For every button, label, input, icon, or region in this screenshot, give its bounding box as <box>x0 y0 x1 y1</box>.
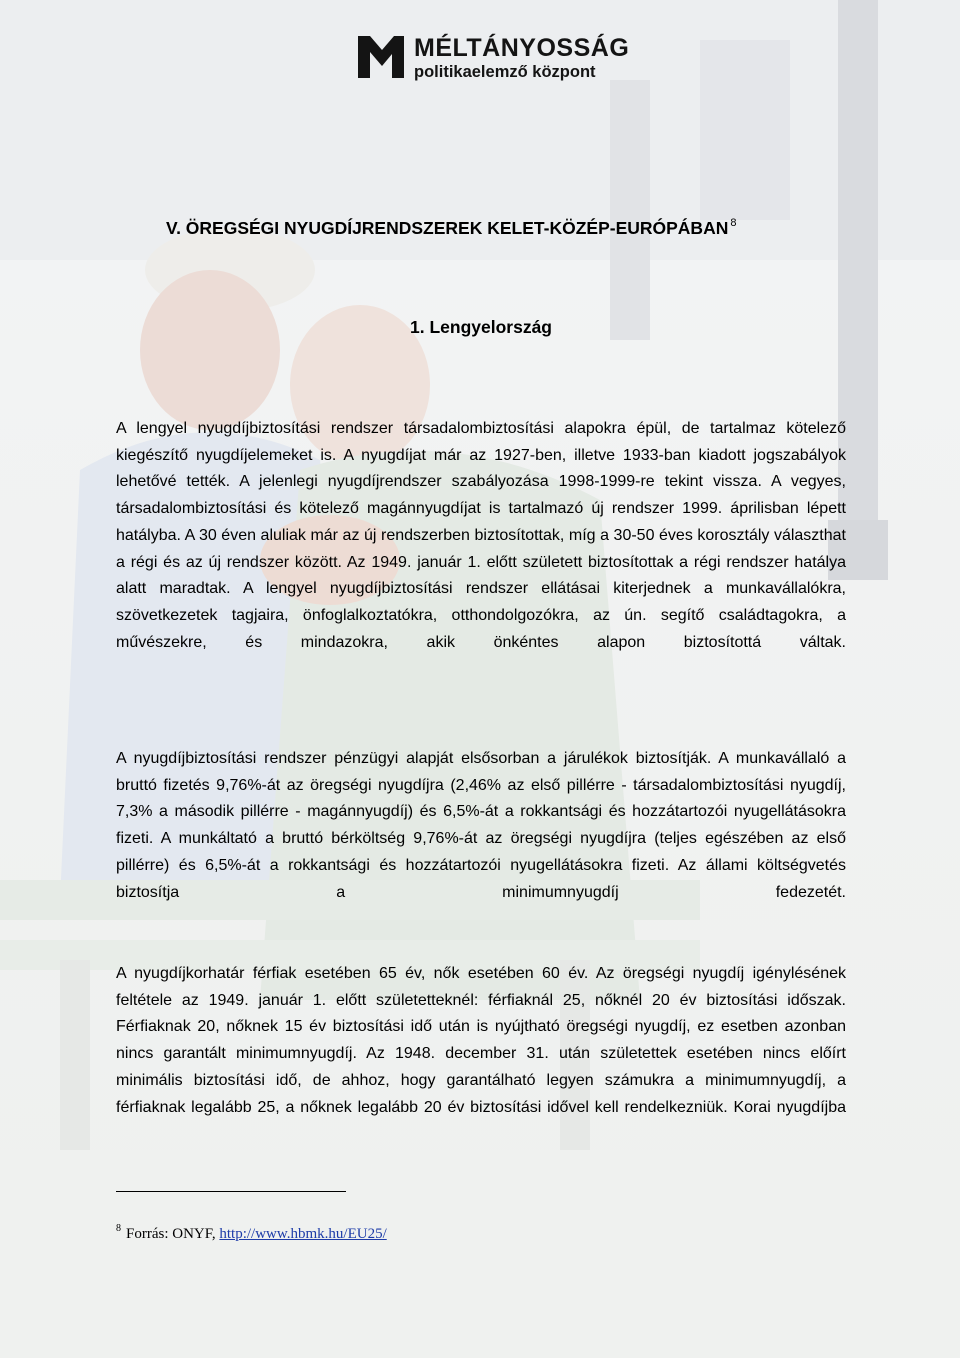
logo-title: MÉLTÁNYOSSÁG <box>414 34 630 62</box>
section-title: 1. Lengyelország <box>410 317 552 337</box>
logo-mark-icon <box>356 32 406 82</box>
page-title <box>166 217 736 239</box>
page-title-text: V. ÖREGSÉGI NYUGDÍJRENDSZEREK KELET-KÖZÉP-EURÓPÁBAN <box>166 218 729 238</box>
paragraph-2: A nyugdíjbiztosítási rendszer pénzügyi alapját elsősorban a járulékok biztosítják. A munkavállaló a bruttó fizetés 9,76%-át az öregségi nyugdíjra (2,46% az első pillérre - társadalombiztosítási nyugdíj, 7,3% a második pillérre - magánnyugdíj) és 6,5%-át a rokkantsági és hozzátartozói nyugellátásokra fizeti. A munkáltató a bruttó bérköltség 9,76%-át az öregségi nyugdíjra (teljes egészében az első pillérre) és 6,5%-át a rokkantsági és hozzátartozói nyugellátásokra fizeti. Az állami költségvetés biztosítja a minimumnyugdíj fedezetét. <box>116 750 846 901</box>
footnote-text: Forrás: ONYF, <box>126 1226 220 1242</box>
paragraph-1: A lengyel nyugdíjbiztosítási rendszer társadalombiztosítási alapokra épül, de tartalmaz kötelező kiegészítő nyugdíjelemeket is. A nyugdíjat már az 1927-ben, illetve 1933-ban kiadott jogszabályok lehetővé tették. A jelenlegi nyugdíjrendszer szabályozása 1998-1999-re tekint vissza. A vegyes, társadalombiztosítási és kötelező magánnyugdíjat is tartalmazó új rendszer 1999. áprilisban lépett hatályba. A 30 éven aluliak már az új rendszerben biztosítottak, míg a 30-50 éves korosztály választhat a régi és az új rendszer között. Az 1949. január 1. előtt született biztosítottak a régi rendszer hatálya alatt maradtak. A lengyel nyugdíjbiztosítási rendszer ellátásai kiterjednek a munkavállalókra, szövetkezetek tagjaira, önfoglalkoztatókra, otthondolgozókra, az ún. segítő családtagokra, a művészekre, és mindazokra, akik önkéntes alapon biztosítottá váltak. <box>116 420 846 651</box>
footnote <box>116 1223 387 1243</box>
footnote-link[interactable]: http://www.hbmk.hu/EU25/ <box>219 1226 387 1242</box>
footnote-reference[interactable]: 8 <box>730 217 737 229</box>
footnote-number: 8 <box>116 1223 121 1234</box>
footnote-divider <box>116 1191 346 1192</box>
logo-subtitle: politikaelemző központ <box>414 63 596 81</box>
paragraph-3: A nyugdíjkorhatár férfiak esetében 65 év, nők esetében 60 év. Az öregségi nyugdíj igénylésének feltétele az 1949. január 1. előtt születetteknél: férfiaknál 25, nőknél 20 év biztosítási időszak. Férfiaknak 20, nőknek 15 év biztosítási idő után is nyújtható öregségi nyugdíj, ez esetben azonban nincs garantált minimumnyugdíj. Az 1948. december 31. után születettek esetében nincs előírt minimális biztosítási idő, de ahhoz, hogy garantálható legyen számukra a minimumnyugdíj, a férfiaknak legalább 25, a nőknek legalább 20 év biztosítási idővel kell rendelkezniük. Korai nyugdíjba <box>116 965 846 1116</box>
logo <box>356 32 646 82</box>
